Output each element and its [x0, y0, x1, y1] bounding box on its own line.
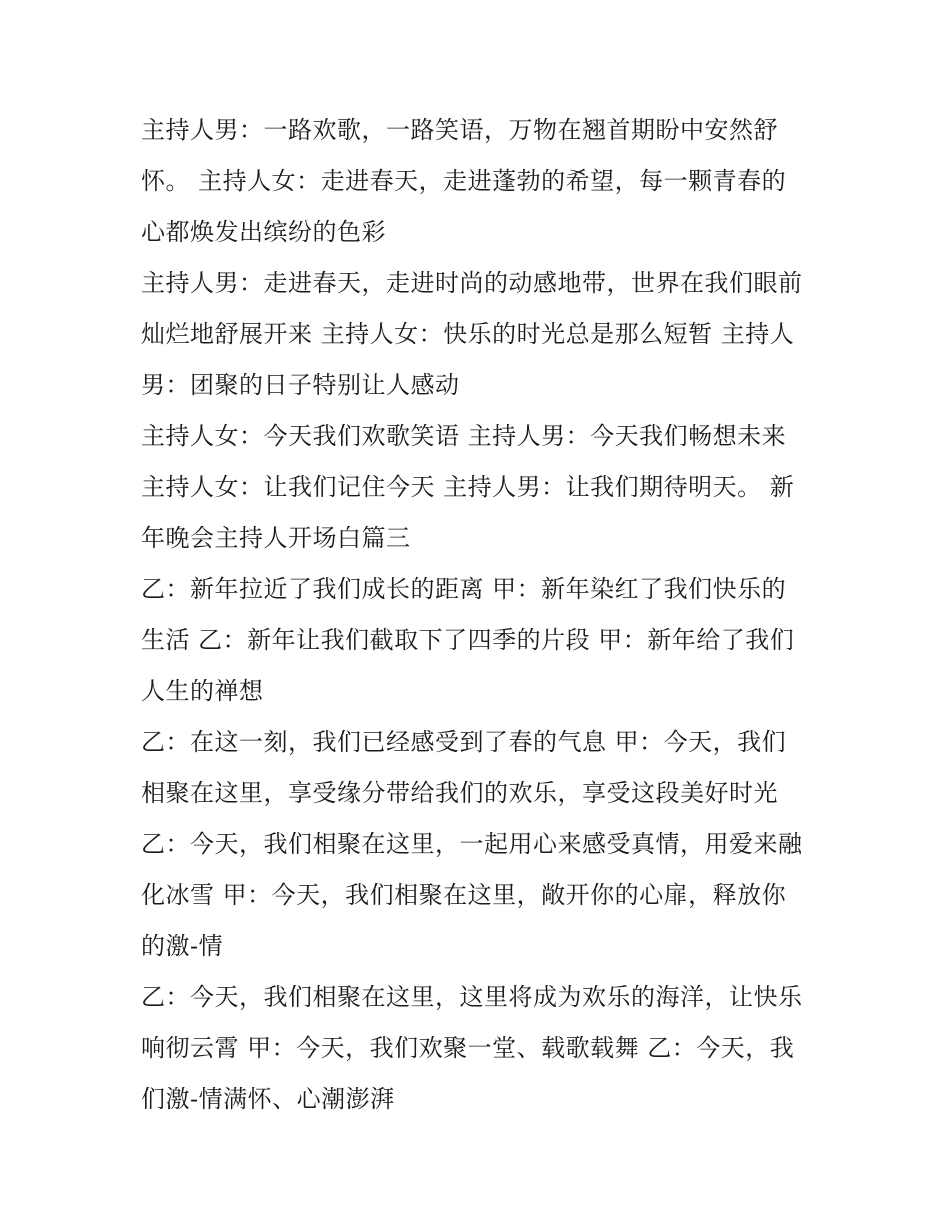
- text-line: 怀。 主持人女：走进春天，走进蓬勃的希望，每一颗青春的: [141, 167, 787, 195]
- text-line: 主持人男：走进春天，走进时尚的动感地带，世界在我们眼前: [141, 269, 803, 297]
- text-line: 乙：在这一刻，我们已经感受到了春的气息 甲：今天，我们: [141, 728, 787, 756]
- text-line: 年晚会主持人开场白篇三: [141, 524, 411, 552]
- text-line: 响彻云霄 甲：今天，我们欢聚一堂、载歌载舞 乙：今天，我: [141, 1034, 795, 1062]
- text-line: 主持人男：一路欢歌，一路笑语，万物在翘首期盼中安然舒: [141, 116, 778, 144]
- text-line: 乙：新年拉近了我们成长的距离 甲：新年染红了我们快乐的: [141, 575, 787, 603]
- text-line: 们激-情满怀、心潮澎湃: [141, 1085, 395, 1113]
- text-line: 的激-情: [141, 932, 224, 960]
- text-line: 主持人女：让我们记住今天 主持人男：让我们期待明天。 新: [141, 473, 795, 501]
- text-line: 男：团聚的日子特别让人感动: [141, 371, 460, 399]
- text-line: 心都焕发出缤纷的色彩: [141, 218, 386, 246]
- text-line: 人生的禅想: [141, 677, 264, 705]
- text-line: 生活 乙：新年让我们截取下了四季的片段 甲：新年给了我们: [141, 626, 795, 654]
- text-line: 主持人女：今天我们欢歌笑语 主持人男：今天我们畅想未来: [141, 422, 787, 450]
- text-line: 化冰雪 甲：今天，我们相聚在这里，敞开你的心扉，释放你: [141, 881, 787, 909]
- text-line: 相聚在这里，享受缘分带给我们的欢乐，享受这段美好时光: [141, 779, 778, 807]
- text-line: 灿烂地舒展开来 主持人女：快乐的时光总是那么短暂 主持人: [141, 320, 795, 348]
- text-line: 乙：今天，我们相聚在这里，一起用心来感受真情，用爱来融: [141, 830, 803, 858]
- text-line: 乙：今天，我们相聚在这里，这里将成为欢乐的海洋，让快乐: [141, 983, 803, 1011]
- document-body: [141, 105, 821, 1125]
